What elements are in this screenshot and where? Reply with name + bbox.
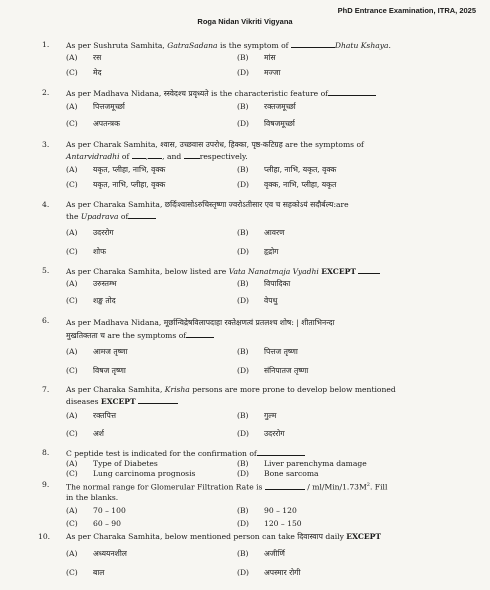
question-number: 8. — [42, 448, 50, 457]
question-number: 5. — [42, 266, 50, 275]
question-number: 7. — [42, 385, 50, 394]
subject-title: Roga Nidan Vikriti Vigyana — [197, 17, 293, 26]
question-number: 10. — [38, 532, 51, 541]
question-stem: As per Charaka Samhita, below listed are Vata Nanatmaja Vyadhi EXCEPT — [66, 266, 471, 278]
exam-title: PhD Entrance Examination, ITRA, 2025 — [337, 6, 476, 15]
question-stem: C peptide test is indicated for the confirmation of — [66, 448, 471, 460]
question-stem: As per Charaka Samhita, छर्दिःश्वासोऽरुचिस्तृष्णा ज्वरोऽतीसार एव च सहकोऽयं सदौर्बल्य:are the Upadrava of — [66, 200, 349, 221]
question-number: 1. — [42, 40, 50, 49]
question-paper-page: PhD Entrance Examination, ITRA, 2025 Roga Nidan Vikriti Vigyana 1. As per Sushruta Samhita, GatraSadana is the symptom of Dhatu Kshaya. (A) रस (B) मांस (C) मेद (D) मज्जा 2. As per Madhava Nidana, स्स्वेदश्च प्रवृध्यते is the characteristic feature of (A) पित्तजमूर्च्छा (B) रक्तजमूर्च्छा (C) अपतन्त्रक (D) विषजमूर्च्छा 3. As per Charak Samhita, श्वास, उच्छवास उपरोध, हिक्का, पृष्ठ-कटिग्रह are the symptoms of Antarvidradhi of , , and respectively. (A) यकृत, प्लीहा, नाभि, वृक्क (B) प्लीहा, नाभि, यकृत, वृक्क (C) यकृत, नाभि, प्लीहा, वृक्क (D) वृक्क, नाभि, प्लीहा, यकृत 4. As per Charaka Samhita, छर्दिःश्वासोऽरुचिस्तृष्णा ज्वरोऽतीसार एव च सहकोऽयं सदौर्बल्य:are the Upadrava of (A) उदररोग (B) आवरण (C) शोफ (D) हृद्रोग 5. As per Charaka Samhita, below listed are Vata Nanatmaja Vyadhi EXCEPT (A) उरुस्तम्भ (B) विपादिका (C) शङ्ख तोद (D) वेपथु 6. As per Madhava Nidana, मूर्छान्विद्रेषविलापदाहा रक्तेक्षणत्वं प्रतलश्च शोष: | शीताभिनन्दा मुखतिक्तता च are the symptoms of (A) आमज तृष्णा (B) पित्तज तृष्णा (C) विषज तृष्णा (D) संनिपातज तृष्णा 7. As per Charaka Samhita, Krisha persons are more prone to develop below mentioned diseases EXCEPT (A) रक्तपित्त (B) गुल्म (C) अर्श (D) उदररोग 8. C peptide test is indicated for the confirmation of (A) Type of Diabetes (B) Liver parenchyma damage (C) Lung carcinoma prognosis (D) Bone sarcoma 9. The normal range for Glomerular Filtration Rate is / $ml/Min/1.73M^2$. Fill in the blanks. (A) 70 – 100 (B) 90 – 120 (C) 60 – 90 (D) 120 – 150 10. As per Charaka Samhita, below mentioned person can take दिवास्वाप daily EXCEPT (A) अध्ययनशील (B) अजीर्णि (C) बाल (D) अपस्मार रोगी — [0, 0, 490, 590]
question-stem: The normal range for Glomerular Filtration Rate is / $ml/Min/1.73M^2$. Fill in the blanks. — [66, 482, 388, 503]
question-stem: As per Charaka Samhita, below mentioned person can take दिवास्वाप daily EXCEPT — [66, 532, 382, 541]
question-stem: As per Sushruta Samhita, GatraSadana is the symptom of Dhatu Kshaya. — [66, 41, 391, 50]
question-number: 6. — [42, 316, 50, 325]
question-number: 9. — [42, 480, 50, 489]
question-stem: As per Madhava Nidana, स्स्वेदश्च प्रवृध्यते is the characteristic feature of — [66, 88, 471, 100]
question-number: 2. — [42, 88, 50, 97]
question-stem: As per Charaka Samhita, Krisha persons are more prone to develop below mentioned diseases EXCEPT — [66, 385, 396, 406]
question-stem: As per Madhava Nidana, मूर्छान्विद्रेषविलापदाहा रक्तेक्षणत्वं प्रतलश्च शोष: | शीताभिनन्दा मुखतिक्तता च are the symptoms of — [66, 318, 335, 340]
question-number: 3. — [42, 140, 50, 149]
question-number: 4. — [42, 200, 50, 209]
question-stem: As per Charak Samhita, श्वास, उच्छवास उपरोध, हिक्का, पृष्ठ-कटिग्रह are the symptoms of Antarvidradhi of , , and respectively. — [66, 140, 364, 161]
